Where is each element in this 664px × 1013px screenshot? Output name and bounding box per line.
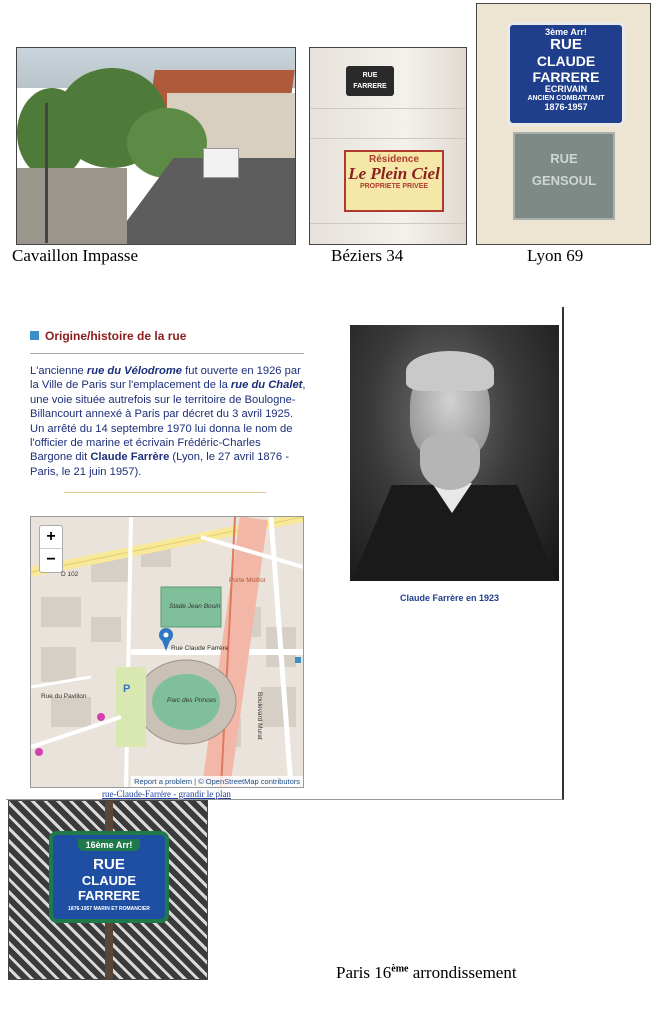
article-snippet bbox=[6, 307, 564, 800]
map-attribution[interactable]: Report a problem | © OpenStreetMap contributors bbox=[131, 776, 303, 787]
street-map[interactable] bbox=[30, 516, 304, 788]
map-label-porte-molitor: Porte Molitor bbox=[229, 577, 266, 584]
bullet-icon bbox=[30, 331, 39, 340]
caption-lyon: Lyon 69 bbox=[527, 246, 584, 265]
beziers-street-sign: RUE FARRERE bbox=[346, 66, 394, 96]
divider bbox=[64, 492, 266, 493]
portrait-caption: Claude Farrère en 1923 bbox=[400, 593, 500, 603]
photo-paris bbox=[8, 800, 208, 980]
map-label-rue-du-pavillon: Rue du Pavillon bbox=[41, 693, 87, 700]
portrait-claude-farrere bbox=[350, 325, 559, 581]
caption-cavaillon: Cavaillon Impasse bbox=[12, 246, 139, 265]
map-enlarge-link[interactable]: rue-Claude-Farrère - grandir le plan bbox=[102, 789, 231, 799]
lyon-street-sign: 3ème Arr! RUE CLAUDE FARRERE ECRIVAIN ANCIEN COMBATTANT 1876-1957 bbox=[507, 22, 625, 126]
photo-beziers bbox=[309, 47, 467, 245]
zoom-out-button[interactable]: − bbox=[46, 551, 56, 568]
photo-lyon bbox=[476, 3, 651, 245]
residence-plaque: Résidence Le Plein Ciel PROPRIETE PRIVEE bbox=[344, 150, 444, 212]
map-zoom-control bbox=[39, 525, 63, 573]
map-label-rue-claude-farrere: Rue Claude Farrère bbox=[171, 645, 229, 652]
caption-paris: Paris 16ème arrondissement bbox=[336, 963, 517, 982]
map-label-parc: Parc des Princes bbox=[167, 697, 217, 704]
paris-street-sign: 16ème Arr! RUE CLAUDE FARRERE 1876-1957 MARIN ET ROMANCIER bbox=[49, 831, 169, 923]
lyon-old-sign: RUE GENSOUL bbox=[513, 132, 615, 220]
article-paragraph: L'ancienne rue du Vélodrome fut ouverte en 1926 par la Ville de Paris sur l'emplacement de la rue du Chalet, une voie située autrefois sur le territoire de Boulogne-Billancourt annexé à Paris par décret du 3 avril 1925. Un arrêté du 14 septembre 1970 lui donna le nom de l'officier de marine et écrivain Frédéric-Charles Bargone dit Claude Farrère (Lyon, le 27 avril 1876 - Paris, le 21 juin 1957). bbox=[30, 365, 306, 478]
zoom-in-button[interactable]: + bbox=[40, 526, 62, 549]
map-label-d102: D 102 bbox=[61, 571, 79, 578]
photo-cavaillon bbox=[16, 47, 296, 245]
caption-beziers: Béziers 34 bbox=[331, 246, 404, 265]
parking-icon: P bbox=[123, 683, 131, 695]
divider bbox=[30, 353, 304, 354]
map-canvas[interactable] bbox=[31, 517, 303, 787]
map-label-boulevard-murat: Boulevard Murat bbox=[256, 692, 263, 740]
article-heading: Origine/histoire de la rue bbox=[30, 329, 186, 343]
map-label-stade: Stade Jean Bouin bbox=[169, 603, 221, 610]
